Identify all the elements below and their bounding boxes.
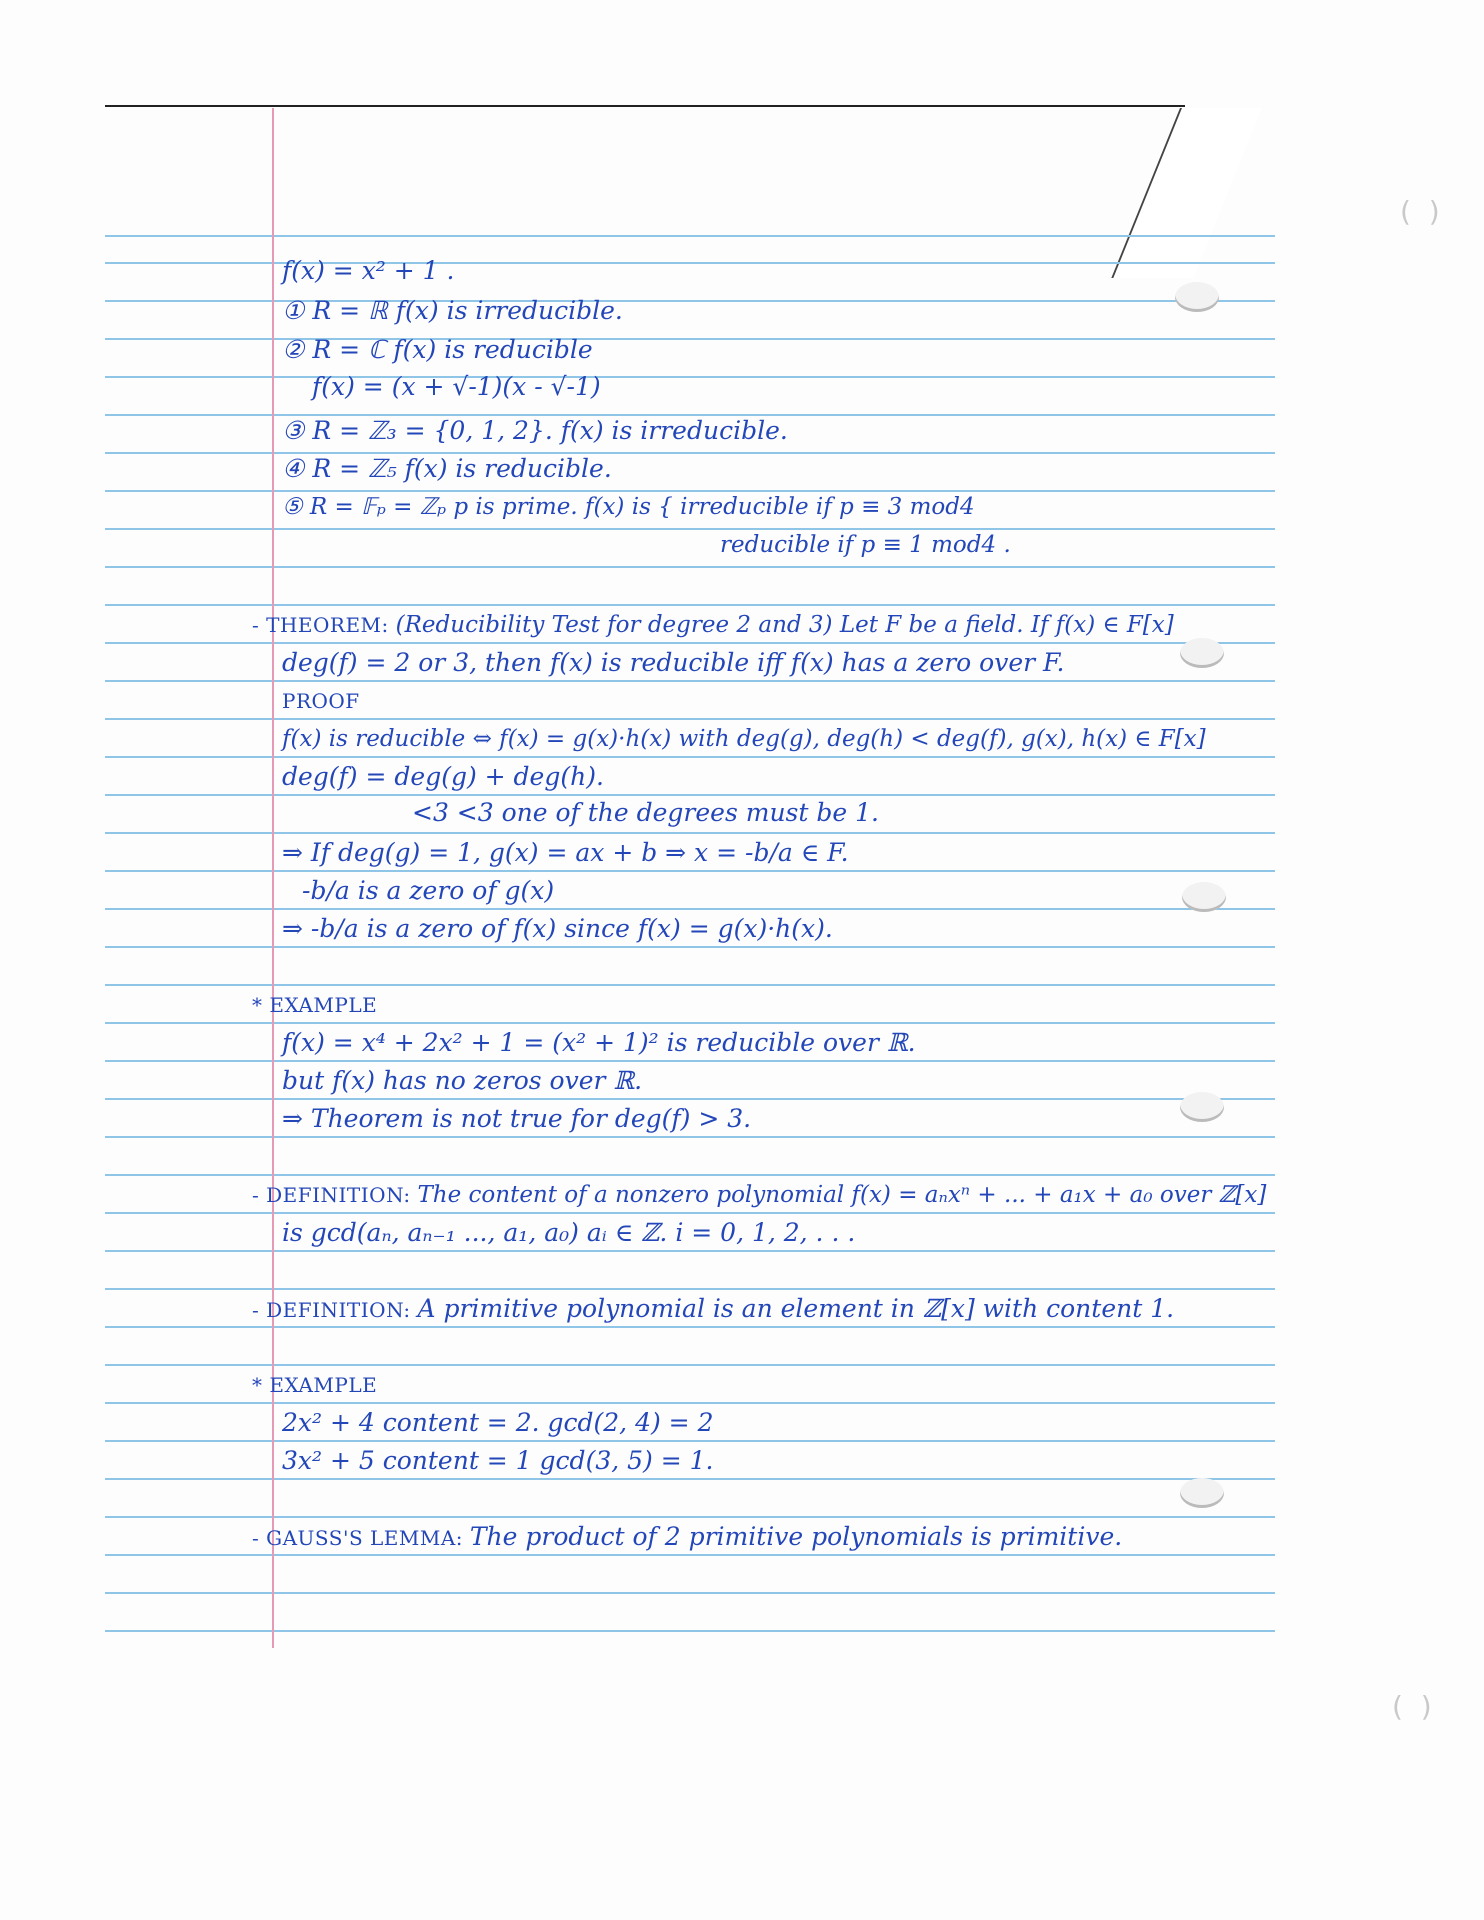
note-line: 2x² + 4 content = 2. gcd(2, 4) = 2 <box>282 1408 714 1437</box>
note-line: ② R = ℂ f(x) is reducible <box>282 335 593 364</box>
binder-hole <box>1180 638 1224 668</box>
ruled-line <box>105 1478 1275 1480</box>
ruled-line <box>105 1136 1275 1138</box>
binder-hole <box>1180 1092 1224 1122</box>
definition-text: The content of a nonzero polynomial f(x) = aₙxⁿ + ... + a₁x + a₀ over ℤ[x] <box>417 1182 1267 1208</box>
note-line: f(x) = (x + √-1)(x - √-1) <box>312 372 601 401</box>
note-line: -b/a is a zero of g(x) <box>302 876 555 905</box>
ruled-line <box>105 566 1275 568</box>
ruled-line <box>105 604 1275 606</box>
ruled-line <box>105 1098 1275 1100</box>
note-line: is gcd(aₙ, aₙ₋₁ ..., a₁, a₀) aᵢ ∈ ℤ. i = 0, 1, 2, . . . <box>282 1218 856 1247</box>
note-line: <3 <3 one of the degrees must be 1. <box>412 798 879 827</box>
note-line: f(x) = x² + 1 . <box>282 256 455 285</box>
ruled-line <box>105 1364 1275 1366</box>
note-line: ⇒ If deg(g) = 1, g(x) = ax + b ⇒ x = -b/a ∈ F. <box>282 838 849 867</box>
definition-line <box>252 1294 1174 1325</box>
ruled-line <box>105 1326 1275 1328</box>
lemma-text: The product of 2 primitive polynomials is primitive. <box>469 1522 1123 1551</box>
note-line: reducible if p ≡ 1 mod4 . <box>720 532 1011 558</box>
note-line: ① R = ℝ f(x) is irreducible. <box>282 296 623 325</box>
ruled-line <box>105 908 1275 910</box>
ruled-line <box>105 1516 1275 1518</box>
lemma-line <box>252 1522 1122 1553</box>
binder-hole <box>1182 882 1226 912</box>
definition-text: A primitive polynomial is an element in ℤ[x] with content 1. <box>417 1294 1175 1323</box>
faint-mark: ( ) <box>1400 195 1440 228</box>
ruled-line <box>105 1174 1275 1176</box>
note-line: deg(f) = deg(g) + deg(h). <box>282 762 604 791</box>
torn-corner <box>1111 108 1262 278</box>
ruled-line <box>105 1060 1275 1062</box>
ruled-line <box>105 756 1275 758</box>
definition-line <box>252 1180 1266 1210</box>
ruled-line <box>105 1630 1275 1632</box>
ruled-line <box>105 1592 1275 1594</box>
ruled-line <box>105 1288 1275 1290</box>
ruled-line <box>105 870 1275 872</box>
note-line: ⇒ -b/a is a zero of f(x) since f(x) = g(x)·h(x). <box>282 914 833 943</box>
ruled-line <box>105 1022 1275 1024</box>
ruled-line <box>105 946 1275 948</box>
note-line: ⇒ Theorem is not true for deg(f) > 3. <box>282 1104 752 1133</box>
note-line: f(x) = x⁴ + 2x² + 1 = (x² + 1)² is reducible over ℝ. <box>282 1028 916 1057</box>
faint-mark: ( ) <box>1392 1690 1432 1723</box>
margin-line <box>272 108 274 1648</box>
binder-hole <box>1175 282 1219 312</box>
binder-hole <box>1180 1478 1224 1508</box>
proof-heading: PROOF <box>282 689 360 713</box>
ruled-line <box>105 235 1275 237</box>
note-line: ③ R = ℤ₃ = {0, 1, 2}. f(x) is irreducible. <box>282 416 788 445</box>
note-line: f(x) is reducible ⇔ f(x) = g(x)·h(x) with deg(g), deg(h) < deg(f), g(x), h(x) ∈ F[x] <box>282 726 1206 752</box>
ruled-line <box>105 642 1275 644</box>
ruled-line <box>105 300 1275 302</box>
ruled-line <box>105 1440 1275 1442</box>
lemma-heading: - GAUSS'S LEMMA: <box>252 1526 470 1550</box>
theorem-line <box>252 610 1174 640</box>
ruled-line <box>105 528 1275 530</box>
ruled-line <box>105 1554 1275 1556</box>
theorem-heading: - THEOREM: <box>252 613 396 637</box>
note-line: ④ R = ℤ₅ f(x) is reducible. <box>282 454 612 483</box>
definition-heading: - DEFINITION: <box>252 1298 418 1322</box>
ruled-line <box>105 794 1275 796</box>
note-line: but f(x) has no zeros over ℝ. <box>282 1066 643 1095</box>
page-top-edge <box>105 105 1185 107</box>
ruled-line <box>105 832 1275 834</box>
note-line: deg(f) = 2 or 3, then f(x) is reducible iff f(x) has a zero over F. <box>282 648 1065 677</box>
theorem-text: (Reducibility Test for degree 2 and 3) Let F be a field. If f(x) ∈ F[x] <box>395 612 1174 638</box>
ruled-line <box>105 680 1275 682</box>
ruled-line <box>105 452 1275 454</box>
ruled-line <box>105 1212 1275 1214</box>
note-line: 3x² + 5 content = 1 gcd(3, 5) = 1. <box>282 1446 714 1475</box>
note-line: ⑤ R = 𝔽ₚ = ℤₚ p is prime. f(x) is { irreducible if p ≡ 3 mod4 <box>282 494 975 520</box>
ruled-line <box>105 262 1275 264</box>
ruled-line <box>105 984 1275 986</box>
ruled-line <box>105 1402 1275 1404</box>
example-heading: * EXAMPLE <box>252 993 378 1017</box>
ruled-line <box>105 1250 1275 1252</box>
ruled-line <box>105 338 1275 340</box>
ruled-line <box>105 376 1275 378</box>
definition-heading: - DEFINITION: <box>252 1183 418 1207</box>
ruled-line <box>105 718 1275 720</box>
example-heading: * EXAMPLE <box>252 1373 378 1397</box>
